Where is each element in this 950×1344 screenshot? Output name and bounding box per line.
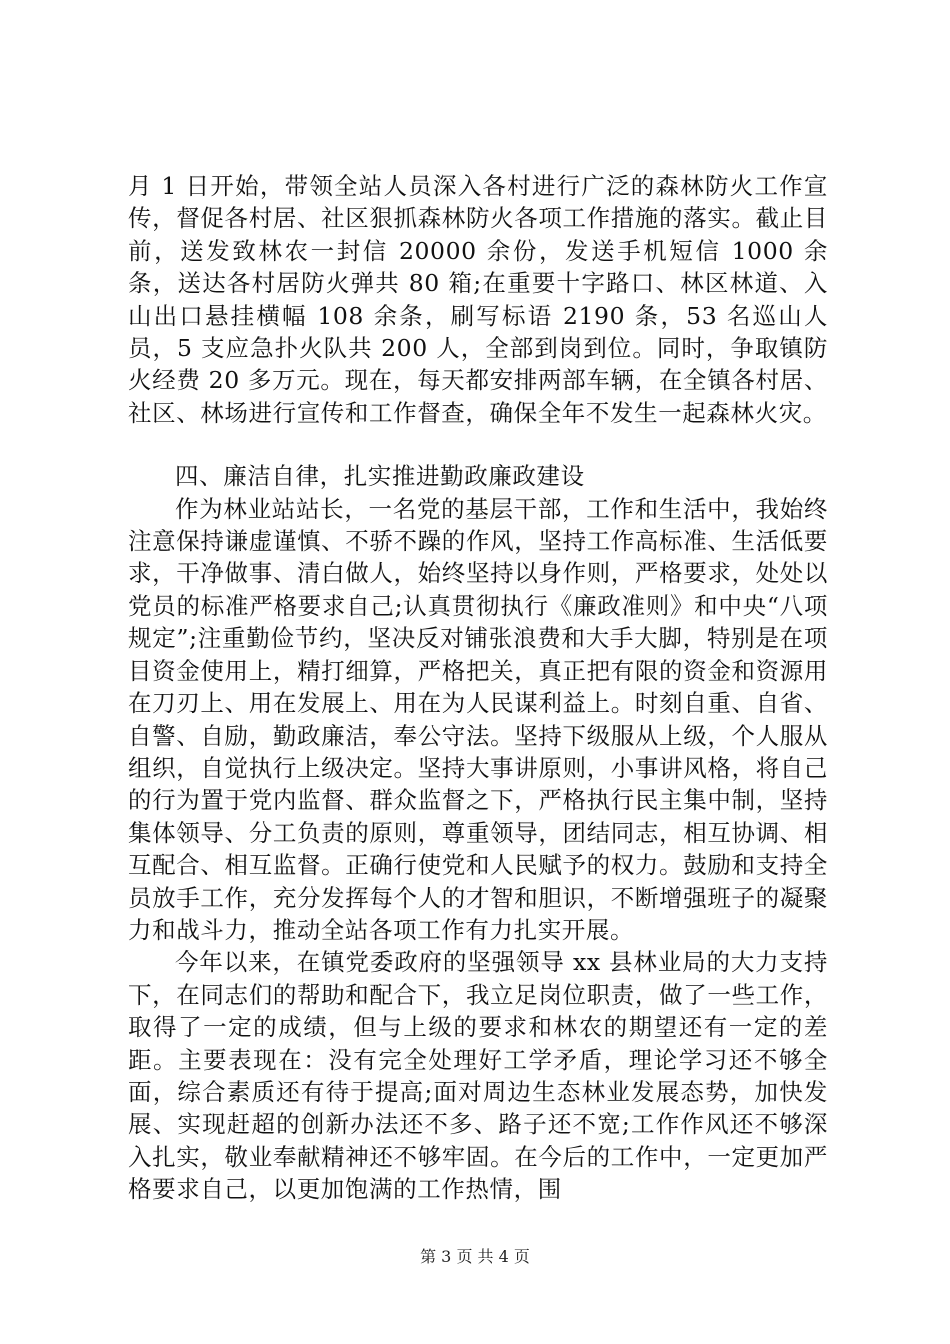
paragraph-integrity: 作为林业站站长，一名党的基层干部，工作和生活中，我始终注意保持谦虚谨慎、不骄不躁的作风，坚持工作高标准、生活低要求，干净做事、清白做人，始终坚持以身作则，严格要求，处处以党员的标准严格要求自己;认真贯彻执行《廉政准则》和中央“八项规定”;注重勤俭节约，坚决反对铺张浪费和大手大脚，特别是在项目资金使用上，精打细算，严格把关，真正把有限的资金和资源用在刀刃上、用在发展上、用在为人民谋利益上。时刻自重、自省、自警、自励，勤政廉洁，奉公守法。坚持下级服从上级，个人服从组织，自觉执行上级决定。坚持大事讲原则，小事讲风格，将自己的行为置于党内监督、群众监督之下，严格执行民主集中制，坚持集体领导、分工负责的原则，尊重领导，团结同志，相互协调、相互配合、相互监督。正确行使党和人民赋予的权力。鼓励和支持全员放手工作，充分发挥每个人的才智和胆识，不断增强班子的凝聚力和战斗力，推动全站各项工作有力扎实开展。	[128, 494, 828, 944]
paragraph-fire-prevention: 月 1 日开始，带领全站人员深入各村进行广泛的森林防火工作宣传，督促各村居、社区狠抓森林防火各项工作措施的落实。截止目前，送发致林农一封信 20000 余份，发送手机短信 1000 余条，送达各村居防火弹共 80 箱;在重要十字路口、林区林道、入山出口悬挂横幅 108 余条，刷写标语 2190 条，53 名巡山人员，5 支应急扑火队共 200 人，全部到岗到位。同时，争取镇防火经费 20 多万元。现在，每天都安排两部车辆，在全镇各村居、社区、林场进行宣传和工作督查，确保全年不发生一起森林火灾。	[128, 172, 828, 427]
section-heading-integrity: 四、廉洁自律，扎实推进勤政廉政建设	[175, 462, 585, 491]
page-footer: 第 3 页 共 4 页	[420, 1247, 530, 1266]
paragraph-gap	[128, 429, 828, 460]
document-body	[128, 170, 828, 1206]
paragraph-shortcomings: 今年以来，在镇党委政府的坚强领导 xx 县林业局的大力支持下，在同志们的帮助和配合下，我立足岗位职责，做了一些工作，取得了一定的成绩，但与上级的要求和林农的期望还有一定的差距。主要表现在：没有完全处理好工学矛盾，理论学习还不够全面，综合素质还有待于提高;面对周边生态林业发展态势，加快发展、实现赶超的创新办法还不多、路子还不宽;工作作风还不够深入扎实，敬业奉献精神还不够牢固。在今后的工作中，一定更加严格要求自己，以更加饱满的工作热情，围	[128, 948, 828, 1204]
